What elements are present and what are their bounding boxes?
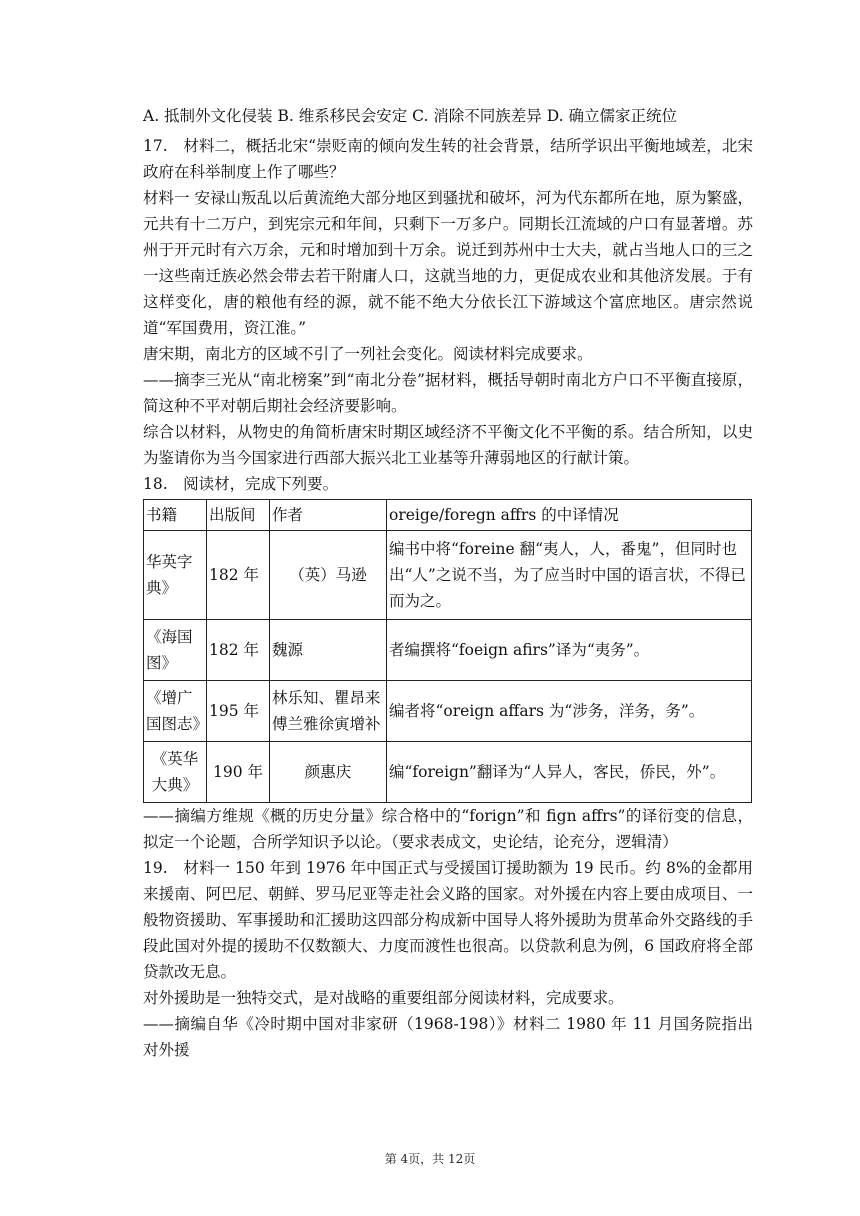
table-row [144, 681, 752, 742]
cell-year: 190 年 [207, 742, 270, 803]
q17-source: ——摘李三光从“南北榜案”到“南北分卷”据材料，概括导朝时南北方户口不平衡直接原，简这种不平对朝后期社会经济要影响。 [143, 371, 753, 415]
cell-author: 魏源 [270, 620, 387, 681]
cell-year: 195 年 [207, 681, 270, 742]
cell-desc: 者编撰将“foeign afirs”译为“夷务”。 [387, 620, 752, 681]
table-row [144, 742, 752, 803]
table-row [144, 531, 752, 620]
cell-desc: 编者将“oreign affars 为“涉务，洋务，务”。 [387, 681, 752, 742]
cell-year: 182 年 [207, 531, 270, 620]
cell-book: 华英字典》 [144, 531, 207, 620]
table-row [144, 620, 752, 681]
cell-author: 颜惠庆 [270, 742, 387, 803]
page-content [143, 103, 753, 1063]
cell-author: 林乐知、瞿昂来傅兰雅徐寅增补 [270, 681, 387, 742]
cell-book: 《增广国图志》 [144, 681, 207, 742]
q17-material1: 材料一 安禄山叛乱以后黄流绝大部分地区到骚扰和破坏，河为代东都所在地，原为繁盛，元共有十二万户，到宪宗元和年间，只剩下一万多户。同期长江流域的户口有显著增。苏州于开元时有六万余，元和时增加到十万余。说迁到苏州中士大夫，就占当地人口的三之一这些南迁族必然会带去若干附庸人口，这就当地的力，更促成农业和其他济发展。于有这样变化，唐的粮他有经的源，就不能不绝大分依长江下游域这个富庶地区。唐宗然说道“军国费用，资江淮。” [143, 189, 753, 337]
cell-desc: 编“foreign”翻译为“人异人，客民，侨民，外”。 [387, 742, 752, 803]
translation-table [143, 499, 752, 803]
header-translation: oreige/foregn affrs 的中译情况 [387, 500, 752, 531]
cell-desc: 编书中将“foreine 翻“夷人，人，番鬼”，但同时也出“人”之说不当，为了应当时中国的语言状，不得已而为之。 [387, 531, 752, 620]
q17-intro: 唐宋期，南北方的区域不引了一列社会变化。阅读材料完成要求。 [143, 345, 593, 363]
cell-book: 《英华大典》 [144, 742, 207, 803]
header-author: 作者 [270, 500, 387, 531]
q19-line2: 对外援助是一独特交式，是对战略的重要组部分阅读材料，完成要求。 [143, 989, 624, 1007]
q19-prompt: 19. 材料一 150 年到 1976 年中国正式与受援国订援助额为 19 民币。约 8%的金都用来援南、阿巴尼、朝鲜、罗马尼亚等走社会义路的国家。对外援在内容上要由成项目、一般物资援助、军事援助和汇援助这四部分构成新中国导人将外援助为贯革命外交路线的手段此国对外提的援助不仅数额大、力度而渡性也很高。以贷款利息为例，6 国政府将全部贷款改无息。 [143, 859, 753, 981]
q18-source: ——摘编方维规《概的历史分量》综合格中的“forign”和 fign affrs”的译衍变的信息，拟定一个论题，合所学知识予以论。（要求表成文，史论结，论充分，逻辑清） [143, 807, 753, 851]
cell-author: （英）马逊 [270, 531, 387, 620]
cell-year: 182 年 [207, 620, 270, 681]
cell-book: 《海国图》 [144, 620, 207, 681]
q18-prompt: 18. 阅读材，完成下列要。 [143, 475, 339, 493]
page-footer: 第 4页，共 12页 [384, 1152, 476, 1166]
q16-options: A. 抵制外文化侵装 B. 维系移民会安定 C. 消除不同族差异 D. 确立儒家正统位 [143, 107, 677, 125]
table-header-row [144, 500, 752, 531]
q19-line3: ——摘编自华《冷时期中国对非家研（1968-198）》材料二 1980 年 11 月国务院指出对外援 [143, 1015, 753, 1059]
q17-task: 综合以材料，从物史的角简析唐宋时期区域经济不平衡文化不平衡的系。结合所知，以史为鉴请你为当今国家进行西部大振兴北工业基等升薄弱地区的行献计策。 [143, 423, 753, 467]
header-book: 书籍 [144, 500, 207, 531]
header-year: 出版间 [207, 500, 270, 531]
q17-prompt: 17. 材料二，概括北宋“崇贬南的倾向发生转的社会背景，结所学识出平衡地域差，北宋政府在科举制度上作了哪些？ [143, 137, 753, 181]
